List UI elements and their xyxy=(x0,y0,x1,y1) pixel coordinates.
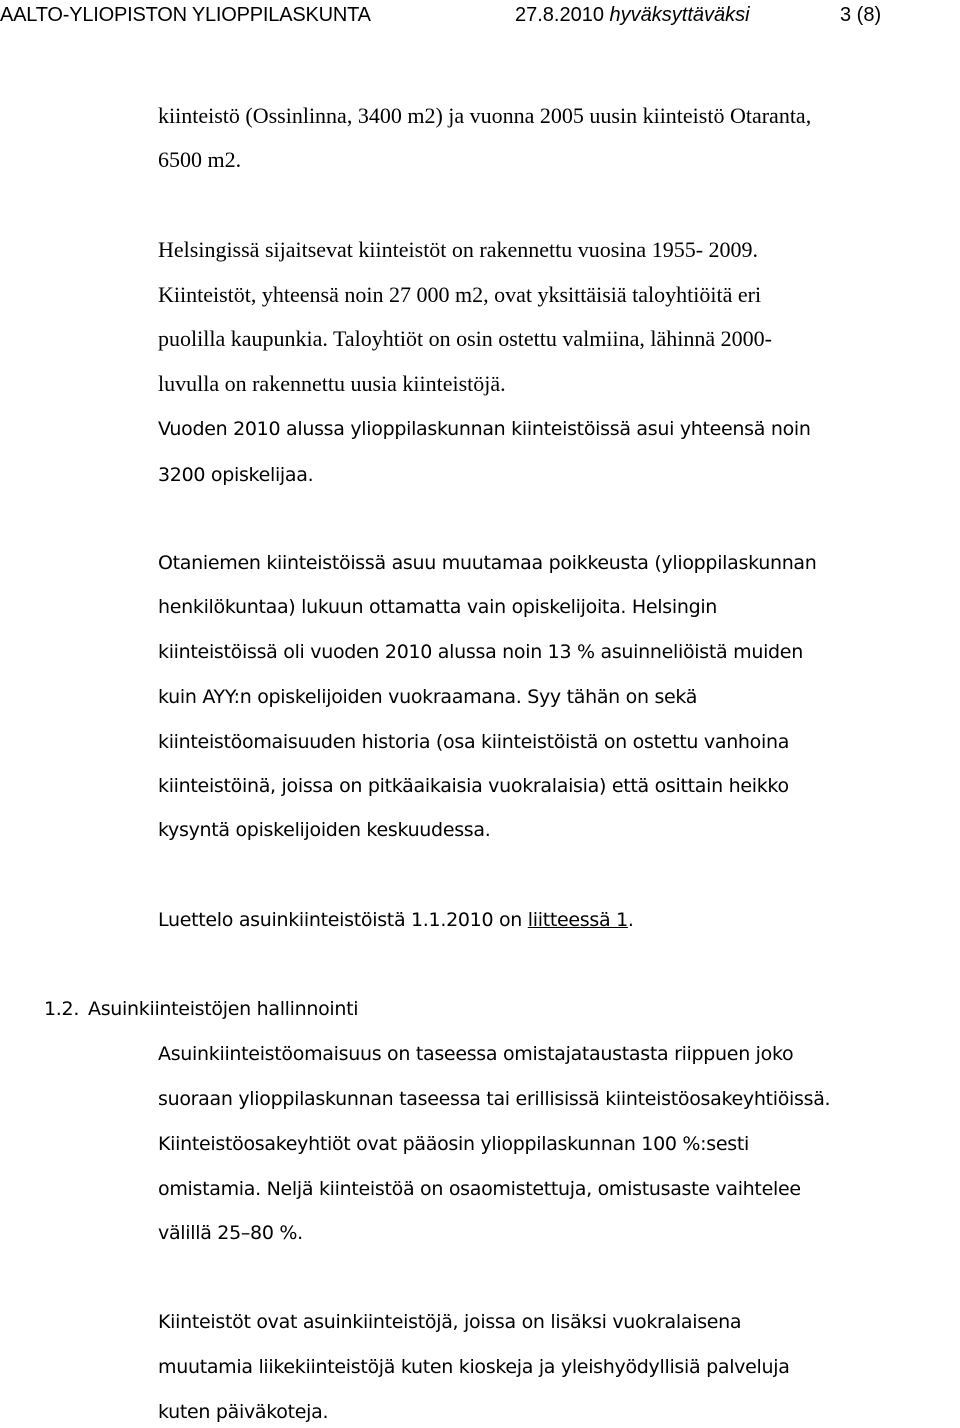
paragraph-line: Asuinkiinteistöomaisuus on taseessa omistajataustasta riippuen joko xyxy=(158,1043,794,1065)
paragraph-line: kysyntä opiskelijoiden keskuudessa. xyxy=(158,819,491,841)
paragraph-line: Kiinteistöosakeyhtiöt ovat pääosin ylioppilaskunnan 100 %:sesti xyxy=(158,1133,749,1155)
paragraph-line: kuten päiväkoteja. xyxy=(158,1401,329,1423)
document-status: hyväksyttäväksi xyxy=(609,4,750,26)
list-reference xyxy=(158,906,634,934)
document-date-status xyxy=(515,2,750,28)
paragraph-line: kiinteistöinä, joissa on pitkäaikaisia vuokralaisia) että osittain heikko xyxy=(158,775,789,797)
document-date: 27.8.2010 xyxy=(515,4,604,26)
paragraph-line: Helsingissä sijaitsevat kiinteistöt on rakennettu vuosina 1955- 2009. xyxy=(158,237,759,262)
paragraph-line: kiinteistö (Ossinlinna, 3400 m2) ja vuonna 2005 uusin kiinteistö Otaranta, xyxy=(158,103,812,128)
paragraph-line: Otaniemen kiinteistöissä asuu muutamaa poikkeusta (ylioppilaskunnan xyxy=(158,552,817,574)
paragraph-line: Kiinteistöt ovat asuinkiinteistöjä, joissa on lisäksi vuokralaisena xyxy=(158,1311,742,1333)
paragraph-line: luvulla on rakennettu uusia kiinteistöjä. xyxy=(158,371,506,396)
paragraph-line: 6500 m2. xyxy=(158,147,242,172)
section-heading xyxy=(44,995,358,1023)
paragraph-line: kiinteistöissä oli vuoden 2010 alussa noin 13 % asuinneliöistä muiden xyxy=(158,641,803,663)
section-title: Asuinkiinteistöjen hallinnointi xyxy=(88,998,359,1020)
paragraph-line: kuin AYY:n opiskelijoiden vuokraamana. Syy tähän on sekä xyxy=(158,686,698,708)
list-reference-text: Luettelo asuinkiinteistöistä 1.1.2010 on xyxy=(158,909,528,931)
paragraph-line: kiinteistöomaisuuden historia (osa kiinteistöistä on ostettu vanhoina xyxy=(158,731,790,753)
paragraph-line: Kiinteistöt, yhteensä noin 27 000 m2, ovat yksittäisiä taloyhtiöitä eri xyxy=(158,282,762,307)
paragraph-line: muutamia liikekiinteistöjä kuten kioskeja ja yleishyödyllisiä palveluja xyxy=(158,1356,790,1378)
page-number: 3 (8) xyxy=(840,4,882,26)
paragraph-line: puolilla kaupunkia. Taloyhtiöt on osin ostettu valmiina, lähinnä 2000- xyxy=(158,326,772,351)
section-number: 1.2. xyxy=(44,998,80,1020)
paragraph-line: Vuoden 2010 alussa ylioppilaskunnan kiinteistöissä asui yhteensä noin xyxy=(158,418,811,440)
paragraph-line: 3200 opiskelijaa. xyxy=(158,464,314,486)
organization-name: AALTO-YLIOPISTON YLIOPPILASKUNTA xyxy=(0,4,371,26)
paragraph-line: henkilökuntaa) lukuun ottamatta vain opiskelijoita. Helsingin xyxy=(158,596,718,618)
appendix-link[interactable]: liitteessä 1 xyxy=(527,909,628,931)
paragraph-line: välillä 25–80 %. xyxy=(158,1222,303,1244)
paragraph-line: omistamia. Neljä kiinteistöä on osaomistettuja, omistusaste vaihtelee xyxy=(158,1178,801,1200)
list-reference-suffix: . xyxy=(627,909,634,931)
paragraph-line: suoraan ylioppilaskunnan taseessa tai erillisissä kiinteistöosakeyhtiöissä. xyxy=(158,1088,831,1110)
